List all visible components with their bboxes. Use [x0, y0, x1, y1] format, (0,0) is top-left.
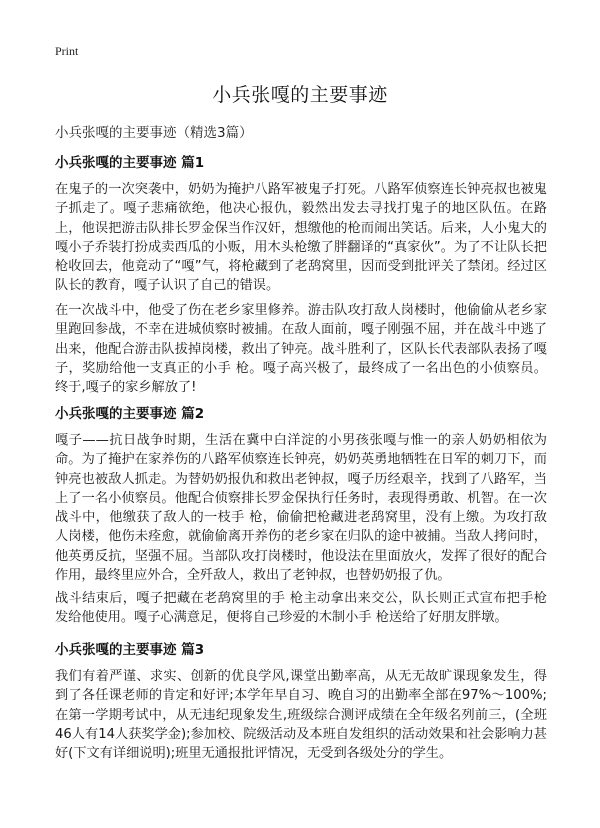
paragraph: 在一次战斗中，他受了伤在老乡家里修养。游击队攻打敌人岗楼时，他偷偷从老乡家里跑回参战，不幸在进城侦察时被捕。在敌人面前，嘎子刚强不屈，并在战斗中逃了出来，他配合游击队拔掉岗楼，救出了钟亮。战斗胜利了，区队长代表部队表扬了嘎子，奖励给他一支真正的小手 枪。嘎子高兴极了，最终成了一名出色的小侦察员。终于,嘎子的家乡解放了! — [55, 303, 547, 396]
paragraph: 战斗结束后，嘎子把藏在老鸹窝里的手 枪主动拿出来交公，队长则正式宣布把手枪发给他使用。嘎子心满意足，便将自己珍爱的木制小手 枪送给了好朋友胖墩。 — [55, 591, 547, 626]
section-heading-2: 小兵张嘎的主要事迹 篇2 — [55, 406, 205, 422]
paragraph: 嘎子——抗日战争时期，生活在冀中白洋淀的小男孩张嘎与惟一的亲人奶奶相依为命。为了掩护在家养伤的八路军侦察连长钟亮，奶奶英勇地牺牲在日军的刺刀下，而钟亮也被敌人抓走。为替奶奶报仇和救出老钟叔，嘎子历经艰辛，找到了八路军，当上了一名小侦察员。他配合侦察排长罗金保执行任务时，表现得勇敢、机智。在一次战斗中，他缴获了敌人的一枝手 枪，偷偷把枪藏进老鸹窝里，没有上缴。为攻打敌人岗楼，他伤未痊愈，就偷偷离开养伤的老乡家在归队的途中被捕。当敌人拷问时，他英勇反抗，坚强不屈。当部队攻打岗楼时，他设法在里面放火，发挥了很好的配合作用，最终里应外合，全歼敌人，救出了老钟叔，也替奶奶报了仇。 — [55, 433, 547, 584]
page-title: 小兵张嘎的主要事迹 — [212, 84, 388, 106]
paragraph: 我们有着严谨、求实、创新的优良学风,课堂出勤率高，从无无故旷课现象发生，得到了各任课老师的肯定和好评;本学年早自习、晚自习的出勤率全部在97%～100%;在第一学期考试中，从无违纪现象发生,班级综合测评成绩在全年级名列前三，(全班46人有14人获奖学金);参加校、院级活动及本班自发组织的活动效果和社会影响力甚好(下文有详细说明);班里无通报批评情况，无受到各级处分的学生。 — [55, 669, 547, 762]
paragraph: 在鬼子的一次突袭中，奶奶为掩护八路军被鬼子打死。八路军侦察连长钟亮叔也被鬼子抓走了。嘎子悲痛欲绝，他决心报仇，毅然出发去寻找打鬼子的地区队伍。在路上，他误把游击队排长罗金保当作汉奸，想缴他的枪而闹出笑话。后来，人小鬼大的嘎小子乔装打扮成卖西瓜的小贩，用木头枪缴了胖翻译的“真家伙”。为了不让队长把枪收回去，他竟动了“嘎”气，将枪藏到了老鸹窝里，因而受到批评关了禁闭。经过区队长的教育，嘎子认识了自己的错误。 — [55, 182, 547, 294]
document-subtitle: 小兵张嘎的主要事迹（精选3篇） — [55, 125, 253, 141]
print-link[interactable]: Print — [55, 44, 79, 58]
section-heading-1: 小兵张嘎的主要事迹 篇1 — [55, 155, 205, 171]
section-heading-3: 小兵张嘎的主要事迹 篇3 — [55, 642, 205, 658]
